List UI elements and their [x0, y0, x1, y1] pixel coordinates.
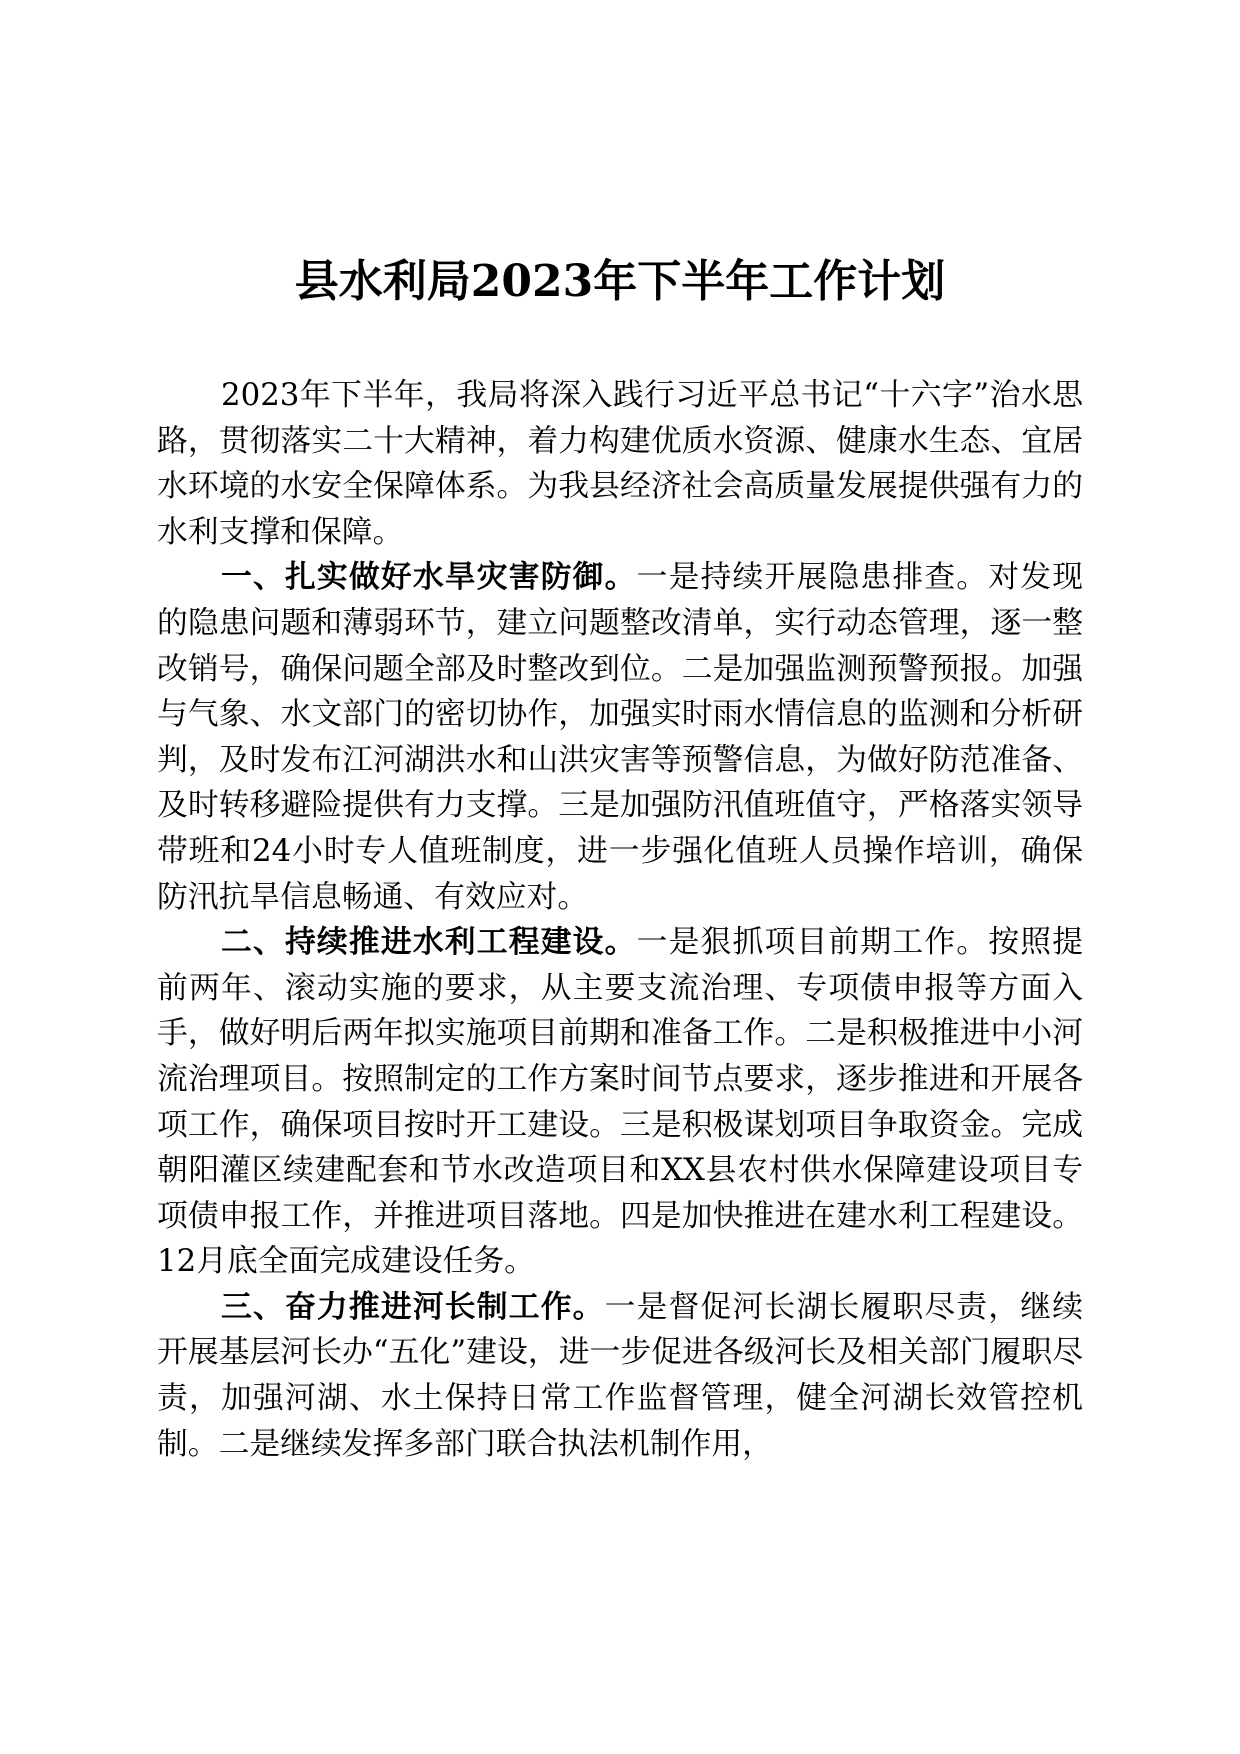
document-body [157, 373, 1083, 1467]
intro-paragraph [157, 373, 1083, 555]
section-3-paragraph [157, 1285, 1083, 1467]
section-2-heading: 二、持续推进水利工程建设。 [221, 924, 637, 961]
document-title: 县水利局2023年下半年工作计划 [294, 256, 946, 307]
section-3-heading: 三、奋力推进河长制工作。 [221, 1288, 605, 1325]
paragraph-text: 一是狠抓项目前期工作。按照提前两年、滚动实施的要求，从主要支流治理、专项债申报等方面入手，做好明后两年拟实施项目前期和准备工作。二是积极推进中小河流治理项目。按照制定的工作方案时间节点要求，逐步推进和开展各项工作，确保项目按时开工建设。三是积极谋划项目争取资金。完成朝阳灌区续建配套和节水改造项目和XX县农村供水保障建设项目专项债申报工作，并推进项目落地。四是加快推进在建水利工程建设。12月底全面完成建设任务。 [157, 924, 1084, 1280]
paragraph-text: 2023年下半年，我局将深入践行习近平总书记“十六字”治水思路，贯彻落实二十大精神，着力构建优质水资源、健康水生态、宜居水环境的水安全保障体系。为我县经济社会高质量发展提供强有力的水利支撑和保障。 [157, 377, 1083, 550]
paragraph-text: 一是督促河长湖长履职尽责，继续开展基层河长办“五化”建设，进一步促进各级河长及相关部门履职尽责，加强河湖、水土保持日常工作监督管理，健全河湖长效管控机制。二是继续发挥多部门联合执法机制作用， [157, 1288, 1084, 1462]
section-1-heading: 一、扎实做好水旱灾害防御。 [221, 559, 637, 596]
paragraph-text: 一是持续开展隐患排查。对发现的隐患问题和薄弱环节，建立问题整改清单，实行动态管理，逐一整改销号，确保问题全部及时整改到位。二是加强监测预警预报。加强与气象、水文部门的密切协作，加强实时雨水情信息的监测和分析研判，及时发布江河湖洪水和山洪灾害等预警信息，为做好防范准备、及时转移避险提供有力支撑。三是加强防汛值班值守，严格落实领导带班和24小时专人值班制度，进一步强化值班人员操作培训，确保防汛抗旱信息畅通、有效应对。 [157, 559, 1084, 915]
section-1-paragraph [157, 555, 1083, 920]
section-2-paragraph [157, 920, 1083, 1285]
